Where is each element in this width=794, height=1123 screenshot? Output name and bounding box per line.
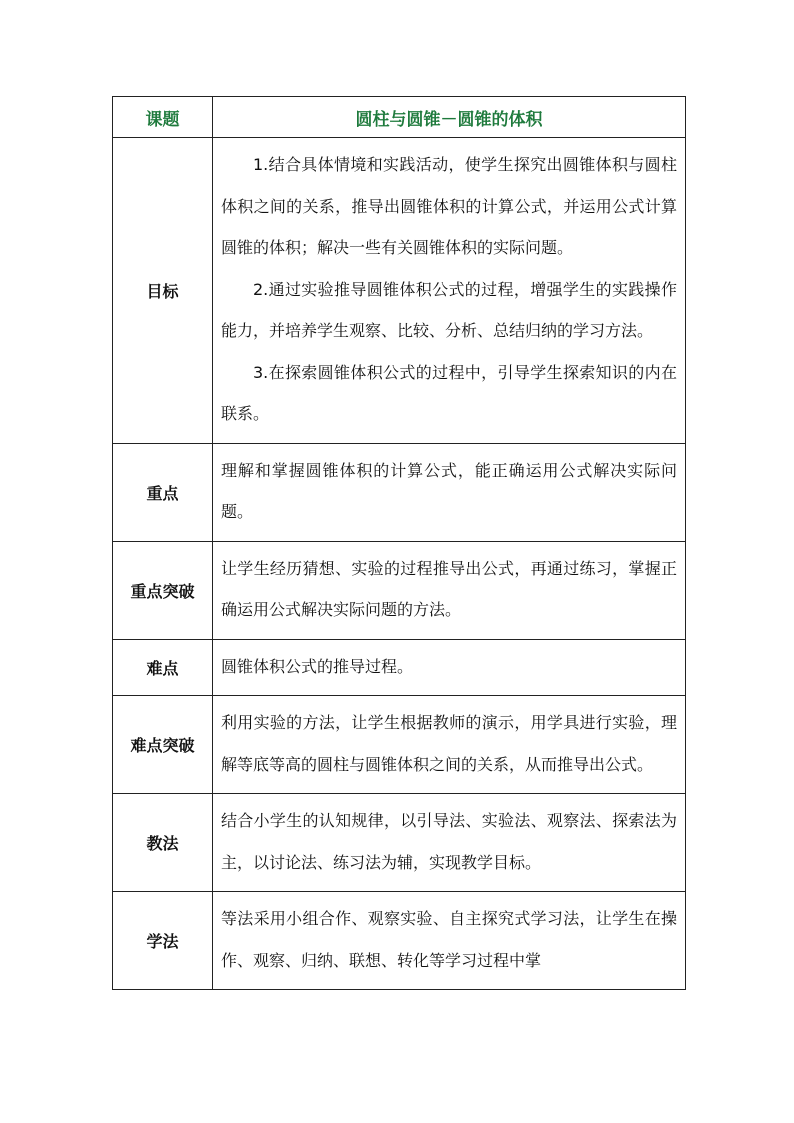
key-point-breakthrough-content: 让学生经历猜想、实验的过程推导出公式，再通过练习，掌握正确运用公式解决实际问题的方法。 bbox=[213, 541, 686, 639]
teaching-method-row bbox=[113, 794, 686, 892]
difficulty-row bbox=[113, 639, 686, 696]
objective-paragraph-2: 2.通过实验推导圆锥体积公式的过程，增强学生的实践操作能力，并培养学生观察、比较、分析、总结归纳的学习方法。 bbox=[221, 279, 677, 340]
key-point-breakthrough-label: 重点突破 bbox=[113, 541, 213, 639]
learning-method-label: 学法 bbox=[113, 892, 213, 990]
objective-paragraph-3: 3.在探索圆锥体积公式的过程中，引导学生探索知识的内在联系。 bbox=[221, 362, 677, 423]
key-point-label: 重点 bbox=[113, 443, 213, 541]
difficulty-content: 圆锥体积公式的推导过程。 bbox=[213, 639, 686, 696]
difficulty-breakthrough-label: 难点突破 bbox=[113, 696, 213, 794]
learning-method-row bbox=[113, 892, 686, 990]
key-point-row bbox=[113, 443, 686, 541]
difficulty-label: 难点 bbox=[113, 639, 213, 696]
objectives-label: 目标 bbox=[113, 138, 213, 444]
topic-label: 课题 bbox=[113, 97, 213, 138]
teaching-method-label: 教法 bbox=[113, 794, 213, 892]
teaching-method-content: 结合小学生的认知规律，以引导法、实验法、观察法、探索法为主，以讨论法、练习法为辅，实现教学目标。 bbox=[213, 794, 686, 892]
key-point-content: 理解和掌握圆锥体积的计算公式，能正确运用公式解决实际问题。 bbox=[213, 443, 686, 541]
objectives-row bbox=[113, 138, 686, 444]
lesson-plan-table bbox=[112, 96, 686, 990]
difficulty-breakthrough-row bbox=[113, 696, 686, 794]
difficulty-breakthrough-content: 利用实验的方法，让学生根据教师的演示，用学具进行实验，理解等底等高的圆柱与圆锥体积之间的关系，从而推导出公式。 bbox=[213, 696, 686, 794]
topic-title: 圆柱与圆锥－圆锥的体积 bbox=[213, 97, 686, 138]
objective-paragraph-1: 1.结合具体情境和实践活动，使学生探究出圆锥体积与圆柱体积之间的关系，推导出圆锥体积的计算公式，并运用公式计算圆锥的体积；解决一些有关圆锥体积的实际问题。 bbox=[221, 155, 677, 257]
learning-method-content: 等法采用小组合作、观察实验、自主探究式学习法，让学生在操作、观察、归纳、联想、转化等学习过程中掌 bbox=[213, 892, 686, 990]
objectives-content bbox=[213, 138, 686, 444]
header-row bbox=[113, 97, 686, 138]
key-point-breakthrough-row bbox=[113, 541, 686, 639]
